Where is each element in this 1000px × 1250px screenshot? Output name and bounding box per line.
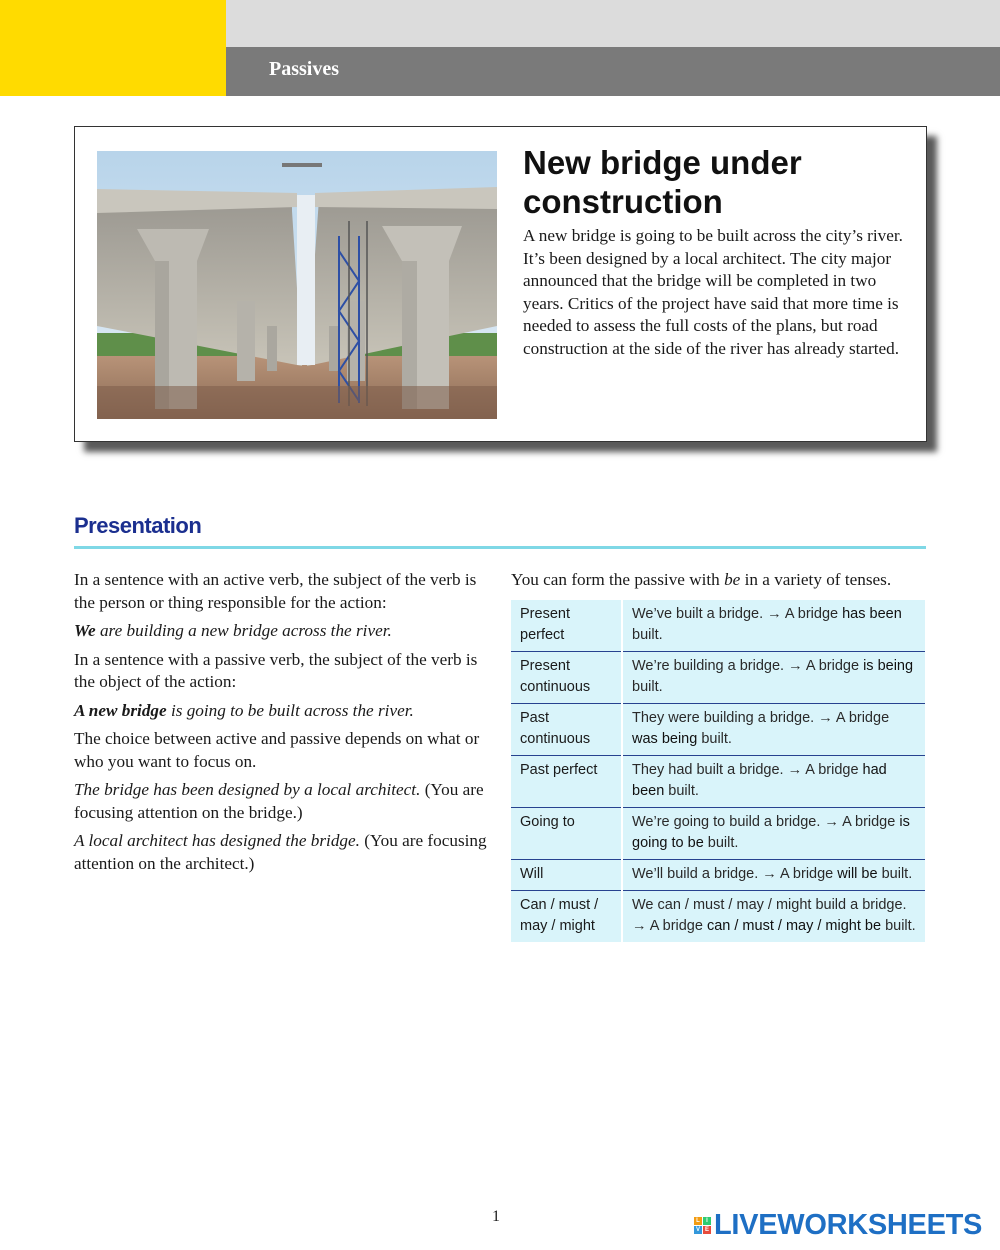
- passive-form: was being: [632, 731, 698, 747]
- example-active-subject: We: [74, 621, 96, 640]
- table-row: [511, 652, 925, 704]
- tense-label: Present perfect: [511, 600, 622, 652]
- passive-form: will be: [837, 866, 878, 882]
- example-focus-architect-note: (You are focusing attention on the architect.): [74, 831, 487, 873]
- example-end: built.: [632, 679, 663, 695]
- example-focus-bridge: [74, 779, 494, 824]
- tense-label: Going to: [511, 808, 622, 860]
- tense-label: Will: [511, 860, 622, 891]
- table-row: [511, 860, 925, 891]
- paragraph-passive-verb: In a sentence with a passive verb, the subject of the verb is the object of the action:: [74, 649, 478, 691]
- logo-text: LIVEWORKSHEETS: [714, 1209, 983, 1241]
- example-text: We can / must / may / might build a bridge. → A bridge: [632, 897, 907, 934]
- example-focus-architect: [74, 830, 494, 875]
- example-passive: [74, 700, 494, 723]
- example-focus-bridge-note: (You are focusing attention on the bridge.): [74, 780, 484, 822]
- example-focus-bridge-sentence: The bridge has been designed by a local architect.: [74, 780, 421, 799]
- header-title-band: [226, 47, 1000, 96]
- bridge-photo: [97, 151, 497, 419]
- passive-form: has been: [842, 606, 902, 622]
- presentation-text: [74, 569, 494, 881]
- table-row: [511, 756, 925, 808]
- passive-form: had been: [632, 762, 887, 799]
- example-end: built.: [697, 731, 732, 747]
- section-title-presentation: Presentation: [74, 513, 202, 538]
- example-end: built.: [664, 783, 699, 799]
- page-number: 1: [492, 1208, 500, 1225]
- example-text: They were building a bridge. → A bridge: [632, 710, 890, 726]
- table-intro-be: be: [724, 570, 741, 589]
- logo-letter-v: V: [695, 1227, 700, 1233]
- tense-label: Can / must / may / might: [511, 891, 622, 943]
- table-row: [511, 808, 925, 860]
- bridge-illustration: [97, 151, 497, 419]
- example-text: They had built a bridge. → A bridge: [632, 762, 863, 778]
- example-active: [74, 620, 494, 643]
- logo-letter-l: L: [694, 1217, 702, 1225]
- example-text: We’ll build a bridge. → A bridge: [632, 866, 838, 882]
- article-card: [74, 126, 927, 442]
- passive-form: is going to be: [632, 814, 910, 851]
- tense-example: [622, 891, 925, 943]
- liveworksheets-logo[interactable]: [694, 1209, 982, 1242]
- example-end: built.: [877, 866, 913, 882]
- tense-example: [622, 704, 925, 756]
- paragraph-active-verb: In a sentence with an active verb, the subject of the verb is the person or thing responsible for the action:: [74, 570, 477, 612]
- tense-example: [622, 808, 925, 860]
- example-passive-rest: is going to be built across the river.: [166, 700, 414, 720]
- example-end: built.: [881, 918, 916, 934]
- paragraph-choice: The choice between active and passive depends on what or who you want to focus on.: [74, 729, 480, 771]
- table-row: [511, 891, 925, 943]
- example-end: built.: [632, 627, 663, 643]
- tense-example: [622, 600, 925, 652]
- logo-letter-i: I: [703, 1217, 711, 1225]
- tense-example: [622, 860, 925, 891]
- example-text: We’ve built a bridge. → A bridge: [632, 606, 843, 622]
- table-intro: [511, 569, 931, 592]
- table-row: [511, 600, 925, 652]
- header-top-band: [226, 0, 1000, 47]
- example-passive-subject: A new bridge: [74, 700, 167, 720]
- example-active-rest: are building a new bridge across the river.: [95, 621, 392, 640]
- table-row: [511, 704, 925, 756]
- section-divider: [74, 546, 926, 549]
- table-intro-after: in a variety of tenses.: [740, 570, 892, 589]
- example-focus-architect-sentence: A local architect has designed the bridge.: [74, 831, 360, 850]
- article-title: New bridge under construction: [523, 144, 802, 220]
- table-intro-before: You can form the passive with: [511, 570, 725, 589]
- article-body: A new bridge is going to be built across the city’s river. It’s been designed by a local architect. The city major announced that the bridge will be completed in two years. Critics of the project have said that more time is needed to assess the full costs of the plans, but road construction at the side of the river has already started.: [523, 226, 903, 358]
- page-title: Passives: [269, 58, 339, 80]
- tense-label: Past perfect: [511, 756, 622, 808]
- example-text: We’re building a bridge. → A bridge: [632, 658, 864, 674]
- tense-label: Present continuous: [511, 652, 622, 704]
- logo-grid-icon: [694, 1217, 711, 1234]
- tense-example: [622, 756, 925, 808]
- passive-form: can / must / may / might be: [706, 918, 882, 934]
- logo-letter-e: E: [704, 1227, 709, 1233]
- tense-example: [622, 652, 925, 704]
- example-end: built.: [703, 835, 739, 851]
- passive-tenses-table: [511, 600, 925, 942]
- tense-label: Past continuous: [511, 704, 622, 756]
- header-accent-block: [0, 0, 226, 96]
- passive-form: is being: [863, 658, 914, 674]
- example-text: We’re going to build a bridge. → A bridge: [632, 814, 900, 830]
